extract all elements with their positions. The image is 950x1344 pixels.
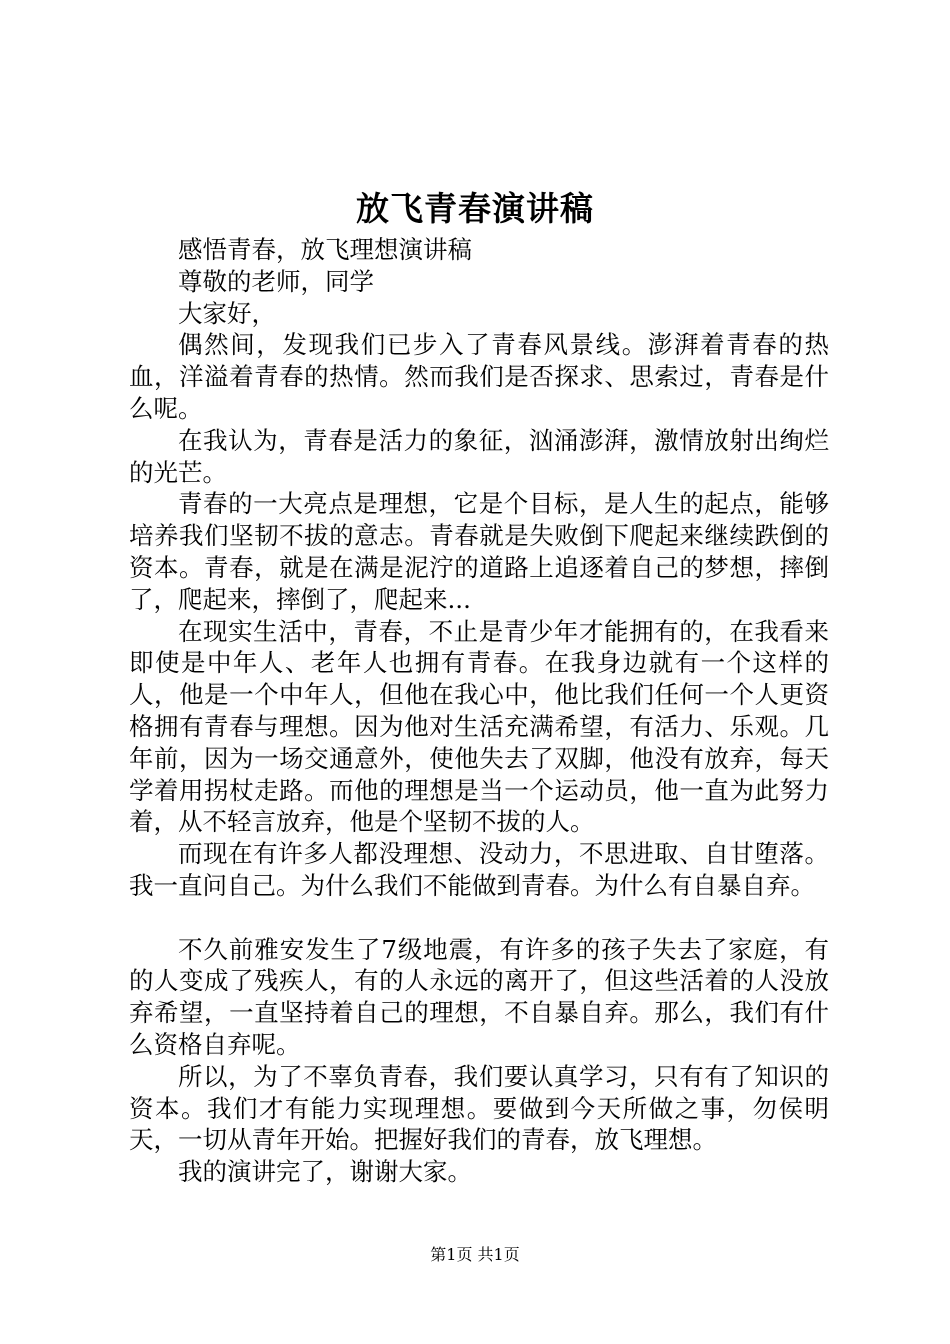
document-body: [129, 234, 829, 1188]
paragraph-body: 所以，为了不辜负青春，我们要认真学习，只有有了知识的资本。我们才有能力实现理想。要做到今天所做之事，勿侯明天，一切从青年开始。把握好我们的青春，放飞理想。: [129, 1061, 829, 1155]
paragraph-salutation: 尊敬的老师，同学: [178, 266, 374, 296]
paragraph-body: 而现在有许多人都没理想、没动力，不思进取、自甘堕落。我一直问自己。为什么我们不能做到青春。为什么有自暴自弃。: [129, 839, 829, 900]
paragraph-body: 不久前雅安发生了7级地震，有许多的孩子失去了家庭，有的人变成了残疾人，有的人永远的离开了，但这些活着的人没放弃希望，一直坚持着自己的理想，不自暴自弃。那么，我们有什么资格自弃呢。: [129, 934, 829, 1059]
paragraph-greeting: 大家好，: [178, 298, 276, 328]
paragraph-body: 在现实生活中，青春，不止是青少年才能拥有的，在我看来即使是中年人、老年人也拥有青春。在我身边就有一个这样的人，他是一个中年人，但他在我心中，他比我们任何一个人更资格拥有青春与理想。因为他对生活充满希望，有活力、乐观。几年前，因为一场交通意外，使他失去了双脚，他没有放弃，每天学着用拐杖走路。而他的理想是当一个运动员，他一直为此努力着，从不轻言放弃，他是个坚韧不拔的人。: [129, 616, 829, 837]
page-footer: 第1页 共1页: [430, 1245, 520, 1264]
paragraph-body: 在我认为，青春是活力的象征，汹涌澎湃，激情放射出绚烂的光芒。: [129, 425, 829, 487]
document-title: 放飞青春演讲稿: [356, 189, 594, 228]
paragraph-body: 偶然间，发现我们已步入了青春风景线。澎湃着青春的热血，洋溢着青春的热情。然而我们是否探求、思索过，青春是什么呢。: [129, 330, 829, 423]
paragraph-closing: 我的演讲完了，谢谢大家。: [178, 1157, 472, 1187]
paragraph-subtitle: 感悟青春，放飞理想演讲稿: [178, 235, 472, 264]
blank-line: [129, 902, 829, 934]
paragraph-body: 青春的一大亮点是理想，它是个目标，是人生的起点，能够培养我们坚韧不拔的意志。青春就是失败倒下爬起来继续跌倒的资本。青春，就是在满是泥泞的道路上追逐着自己的梦想，摔倒了，爬起来，摔倒了，爬起来...: [129, 489, 829, 614]
